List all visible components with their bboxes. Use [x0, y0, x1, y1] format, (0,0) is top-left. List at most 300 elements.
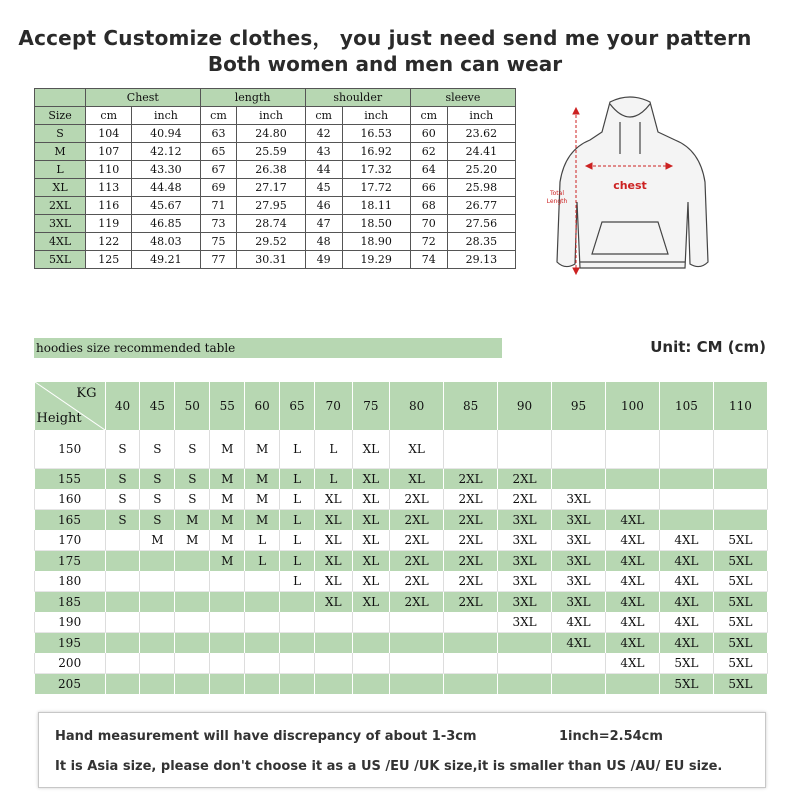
height-cell: 180 [35, 571, 106, 592]
measurement-cell: 73 [200, 215, 237, 233]
unit-header: cm [86, 107, 132, 125]
height-cell: 175 [35, 551, 106, 572]
recommended-size-cell: 4XL [605, 633, 659, 654]
measurement-cell: 27.95 [237, 197, 305, 215]
chest-label: chest [613, 179, 647, 192]
recommended-size-cell [175, 592, 210, 613]
kg-axis-label: KG [76, 386, 97, 401]
weight-header-cell: 70 [315, 382, 353, 430]
measurement-cell: 64 [410, 161, 447, 179]
group-header-chest: Chest [86, 89, 200, 107]
recommended-size-cell: M [140, 530, 175, 551]
inch-conversion-note: 1inch=2.54cm [559, 729, 663, 744]
recommended-size-cell: M [210, 430, 245, 469]
recommended-size-cell: 5XL [713, 674, 767, 695]
recommended-size-cell: 4XL [659, 530, 713, 551]
recommended-size-cell [140, 612, 175, 633]
recommended-size-cell: 2XL [390, 510, 444, 531]
recommended-size-cell: L [245, 530, 280, 551]
recommended-size-cell [390, 633, 444, 654]
recommended-size-cell [315, 653, 353, 674]
recommended-size-cell [280, 633, 315, 654]
recommended-size-cell: 4XL [605, 551, 659, 572]
measurement-cell: 42 [305, 125, 342, 143]
recommended-size-cell [605, 469, 659, 490]
recommended-size-cell [713, 430, 767, 469]
recommended-size-cell [245, 653, 280, 674]
unit-header: cm [200, 107, 237, 125]
recommended-size-cell: L [315, 430, 353, 469]
size-row [35, 215, 516, 233]
group-header-length: length [200, 89, 305, 107]
recommended-size-cell: 3XL [552, 571, 606, 592]
measurement-cell: 77 [200, 251, 237, 269]
hoodie-diagram [540, 92, 720, 282]
recommended-size-cell [245, 571, 280, 592]
recommended-size-cell: S [140, 489, 175, 510]
measurement-cell: 43 [305, 143, 342, 161]
measurement-cell: 62 [410, 143, 447, 161]
height-axis-label: Height [36, 411, 82, 426]
measurement-cell: 28.74 [237, 215, 305, 233]
recommended-size-cell [105, 633, 140, 654]
weight-header-cell: 65 [280, 382, 315, 430]
recommended-size-cell: S [140, 430, 175, 469]
weight-header-cell: 75 [352, 382, 390, 430]
weight-header-cell: 90 [498, 382, 552, 430]
recommended-size-cell [390, 612, 444, 633]
recommended-size-cell: 3XL [498, 592, 552, 613]
recommended-size-cell: M [210, 551, 245, 572]
measurement-cell: 29.52 [237, 233, 305, 251]
recommended-size-cell: 3XL [498, 571, 552, 592]
measurement-cell: 18.50 [342, 215, 410, 233]
measurement-cell: 45 [305, 179, 342, 197]
recommended-size-cell [105, 674, 140, 695]
recommended-size-cell [280, 612, 315, 633]
recommended-size-cell: M [175, 530, 210, 551]
size-table-corner [35, 89, 86, 107]
recommended-size-cell [605, 489, 659, 510]
height-cell: 150 [35, 430, 106, 469]
recommended-size-cell: XL [352, 571, 390, 592]
total-length-label: Length [546, 198, 568, 205]
recommended-size-cell: 2XL [444, 571, 498, 592]
weight-header-cell: 95 [552, 382, 606, 430]
measurement-cell: 66 [410, 179, 447, 197]
measurement-cell: 23.62 [447, 125, 515, 143]
measurement-cell: 46 [305, 197, 342, 215]
recommended-size-cell: 5XL [713, 551, 767, 572]
recommended-size-cell [498, 633, 552, 654]
recommended-size-cell: 5XL [713, 653, 767, 674]
recommended-size-cell: L [315, 469, 353, 490]
size-label-cell: 5XL [35, 251, 86, 269]
measurement-cell: 27.56 [447, 215, 515, 233]
measurement-cell: 68 [410, 197, 447, 215]
height-row [35, 530, 768, 551]
recommended-size-cell: 4XL [659, 551, 713, 572]
measurement-cell: 29.13 [447, 251, 515, 269]
measurement-cell: 47 [305, 215, 342, 233]
recommended-size-cell: XL [315, 551, 353, 572]
measurement-cell: 18.90 [342, 233, 410, 251]
recommended-size-cell: 2XL [444, 489, 498, 510]
measurement-cell: 17.72 [342, 179, 410, 197]
recommended-size-cell [390, 674, 444, 695]
axis-corner [35, 382, 106, 430]
height-cell: 170 [35, 530, 106, 551]
size-row [35, 233, 516, 251]
recommended-size-cell: 4XL [605, 510, 659, 531]
recommended-size-cell [659, 489, 713, 510]
recommended-size-cell: XL [315, 571, 353, 592]
recommended-size-cell [175, 633, 210, 654]
recommended-size-cell: XL [352, 592, 390, 613]
recommended-size-cell [175, 674, 210, 695]
measurement-cell: 24.41 [447, 143, 515, 161]
discrepancy-note: Hand measurement will have discrepancy of about 1-3cm [55, 729, 477, 744]
recommended-size-cell [713, 469, 767, 490]
height-row [35, 653, 768, 674]
recommended-size-cell [140, 551, 175, 572]
group-header-shoulder: shoulder [305, 89, 410, 107]
recommended-size-cell [552, 469, 606, 490]
size-column-header: Size [35, 107, 86, 125]
recommended-size-cell [105, 612, 140, 633]
measurement-cell: 72 [410, 233, 447, 251]
recommended-size-cell [175, 551, 210, 572]
recommended-size-cell [352, 674, 390, 695]
height-row [35, 489, 768, 510]
recommended-size-cell: L [280, 571, 315, 592]
recommended-size-cell: M [210, 530, 245, 551]
weight-header-cell: 45 [140, 382, 175, 430]
recommend-size-table [34, 382, 768, 694]
unit-label: Unit: CM (cm) [650, 338, 766, 356]
height-row [35, 469, 768, 490]
recommended-size-cell: M [245, 469, 280, 490]
recommended-size-cell: S [140, 510, 175, 531]
recommended-size-cell: 2XL [498, 489, 552, 510]
size-label-cell: L [35, 161, 86, 179]
size-measurement-table [34, 88, 516, 269]
recommended-size-cell: M [245, 430, 280, 469]
recommended-size-cell [352, 633, 390, 654]
recommended-size-cell: 4XL [659, 592, 713, 613]
recommended-size-cell: M [210, 469, 245, 490]
recommended-size-cell [552, 674, 606, 695]
recommended-size-cell: XL [315, 592, 353, 613]
recommended-size-cell: S [105, 489, 140, 510]
height-cell: 200 [35, 653, 106, 674]
measurement-cell: 24.80 [237, 125, 305, 143]
height-cell: 165 [35, 510, 106, 531]
recommended-size-cell [713, 489, 767, 510]
unit-header: cm [410, 107, 447, 125]
recommended-size-cell [105, 592, 140, 613]
recommended-size-cell [315, 612, 353, 633]
recommended-size-cell [245, 612, 280, 633]
recommended-size-cell [315, 633, 353, 654]
height-cell: 155 [35, 469, 106, 490]
recommended-size-cell: XL [315, 530, 353, 551]
recommended-size-cell [105, 530, 140, 551]
recommended-size-cell: S [105, 430, 140, 469]
unit-header: cm [305, 107, 342, 125]
measurement-cell: 49 [305, 251, 342, 269]
measurement-cell: 69 [200, 179, 237, 197]
recommended-size-cell: XL [352, 551, 390, 572]
measurement-cell: 75 [200, 233, 237, 251]
measurement-cell: 65 [200, 143, 237, 161]
height-row [35, 430, 768, 469]
height-row [35, 612, 768, 633]
recommended-size-cell: 2XL [444, 469, 498, 490]
recommended-size-cell [444, 633, 498, 654]
recommended-size-cell [210, 633, 245, 654]
recommended-size-cell [605, 674, 659, 695]
recommended-size-cell: XL [390, 469, 444, 490]
group-header-sleeve: sleeve [410, 89, 515, 107]
recommended-size-cell: 5XL [713, 530, 767, 551]
size-label-cell: M [35, 143, 86, 161]
weight-header-row [35, 382, 768, 430]
recommended-size-cell: 3XL [498, 510, 552, 531]
measurement-cell: 60 [410, 125, 447, 143]
recommended-size-cell: 2XL [390, 530, 444, 551]
recommended-size-cell: S [105, 469, 140, 490]
recommended-size-cell: 4XL [605, 530, 659, 551]
recommended-size-cell: XL [352, 530, 390, 551]
recommended-size-cell: 2XL [444, 592, 498, 613]
recommended-size-cell: 3XL [498, 530, 552, 551]
measurement-cell: 74 [410, 251, 447, 269]
size-row [35, 161, 516, 179]
measurement-cell: 119 [86, 215, 132, 233]
recommended-size-cell [140, 571, 175, 592]
measurement-cell: 26.38 [237, 161, 305, 179]
recommended-size-cell [175, 612, 210, 633]
recommended-size-cell [444, 674, 498, 695]
headline-customize: Accept Customize clothes， you just need send me your pattern [18, 26, 752, 50]
weight-header-cell: 60 [245, 382, 280, 430]
recommended-size-cell [498, 653, 552, 674]
recommended-size-cell: XL [352, 430, 390, 469]
recommended-size-cell: XL [352, 510, 390, 531]
measurement-cell: 26.77 [447, 197, 515, 215]
measurement-cell: 46.85 [132, 215, 200, 233]
measurement-cell: 25.20 [447, 161, 515, 179]
recommended-size-cell [444, 612, 498, 633]
recommended-size-cell [105, 571, 140, 592]
recommended-size-cell: 2XL [390, 571, 444, 592]
measurement-cell: 16.53 [342, 125, 410, 143]
recommended-size-cell: 2XL [444, 530, 498, 551]
size-row [35, 197, 516, 215]
total-length-label: Total [549, 190, 565, 197]
size-row [35, 251, 516, 269]
height-cell: 185 [35, 592, 106, 613]
recommended-size-cell: S [175, 469, 210, 490]
recommended-size-cell: 3XL [498, 612, 552, 633]
recommended-size-cell [245, 633, 280, 654]
height-row [35, 592, 768, 613]
recommended-size-cell: 3XL [552, 592, 606, 613]
recommended-size-cell: L [280, 430, 315, 469]
recommended-size-cell [175, 571, 210, 592]
recommended-size-cell: 5XL [713, 612, 767, 633]
recommended-size-cell [280, 653, 315, 674]
recommended-size-cell [352, 612, 390, 633]
size-table-group-header [35, 89, 516, 107]
height-row [35, 674, 768, 695]
asia-size-warning: It is Asia size, please don't choose it as a US /EU /UK size,it is smaller than US /AU/ EU size. [55, 759, 723, 774]
recommended-size-cell: 4XL [552, 612, 606, 633]
recommended-size-cell [713, 510, 767, 531]
measurement-cell: 49.21 [132, 251, 200, 269]
recommended-size-cell: XL [315, 510, 353, 531]
recommended-size-cell: 5XL [659, 674, 713, 695]
measurement-cell: 48 [305, 233, 342, 251]
recommended-size-cell: M [245, 489, 280, 510]
recommended-size-cell [498, 430, 552, 469]
recommended-size-cell: 3XL [552, 489, 606, 510]
measurement-cell: 25.98 [447, 179, 515, 197]
size-row [35, 143, 516, 161]
recommended-size-cell [210, 653, 245, 674]
measurement-cell: 18.11 [342, 197, 410, 215]
recommended-size-cell: L [280, 489, 315, 510]
recommended-size-cell [659, 510, 713, 531]
recommended-size-cell [280, 592, 315, 613]
recommended-size-cell: 3XL [552, 510, 606, 531]
size-row [35, 179, 516, 197]
height-row [35, 633, 768, 654]
size-label-cell: S [35, 125, 86, 143]
recommended-size-cell: M [210, 510, 245, 531]
headline-unisex: Both women and men can wear [207, 52, 563, 76]
height-cell: 205 [35, 674, 106, 695]
recommended-size-cell: XL [390, 430, 444, 469]
recommended-size-cell: L [280, 530, 315, 551]
recommended-size-cell: 2XL [390, 592, 444, 613]
recommended-size-cell: XL [315, 489, 353, 510]
recommended-size-cell [140, 633, 175, 654]
weight-header-cell: 50 [175, 382, 210, 430]
unit-header: inch [447, 107, 515, 125]
measurement-cell: 116 [86, 197, 132, 215]
recommended-size-cell: XL [352, 469, 390, 490]
recommended-size-cell: 3XL [552, 530, 606, 551]
measurement-cell: 25.59 [237, 143, 305, 161]
recommended-size-cell [140, 653, 175, 674]
measurement-cell: 63 [200, 125, 237, 143]
recommended-size-cell [498, 674, 552, 695]
recommended-size-cell [210, 674, 245, 695]
weight-header-cell: 40 [105, 382, 140, 430]
recommended-size-cell: 2XL [498, 469, 552, 490]
recommended-size-cell: L [245, 551, 280, 572]
recommended-size-cell [444, 430, 498, 469]
measurement-cell: 42.12 [132, 143, 200, 161]
recommended-size-cell: 4XL [659, 633, 713, 654]
measurement-cell: 125 [86, 251, 132, 269]
recommended-size-cell [175, 653, 210, 674]
recommended-size-cell: L [280, 551, 315, 572]
recommend-table-title: hoodies size recommended table [34, 338, 502, 358]
recommended-size-cell: M [245, 510, 280, 531]
recommended-size-cell: 4XL [605, 571, 659, 592]
recommended-size-cell [140, 674, 175, 695]
recommended-size-cell: L [280, 469, 315, 490]
measurement-cell: 48.03 [132, 233, 200, 251]
measurement-cell: 16.92 [342, 143, 410, 161]
recommended-size-cell [552, 430, 606, 469]
height-cell: 190 [35, 612, 106, 633]
recommended-size-cell [105, 653, 140, 674]
measurement-cell: 70 [410, 215, 447, 233]
size-label-cell: 4XL [35, 233, 86, 251]
recommended-size-cell: 5XL [713, 571, 767, 592]
recommended-size-cell: 4XL [605, 653, 659, 674]
recommended-size-cell: 3XL [552, 551, 606, 572]
recommended-size-cell [245, 592, 280, 613]
weight-header-cell: 85 [444, 382, 498, 430]
recommended-size-cell [105, 551, 140, 572]
height-row [35, 510, 768, 531]
measurement-cell: 19.29 [342, 251, 410, 269]
measurement-cell: 27.17 [237, 179, 305, 197]
recommended-size-cell [210, 612, 245, 633]
measurement-cell: 28.35 [447, 233, 515, 251]
recommended-size-cell [140, 592, 175, 613]
recommended-size-cell: 2XL [390, 489, 444, 510]
measurement-cell: 30.31 [237, 251, 305, 269]
measurement-cell: 104 [86, 125, 132, 143]
recommended-size-cell: 5XL [713, 592, 767, 613]
measurement-cell: 67 [200, 161, 237, 179]
height-cell: 160 [35, 489, 106, 510]
recommended-size-cell [605, 430, 659, 469]
weight-header-cell: 55 [210, 382, 245, 430]
recommended-size-cell: 4XL [659, 612, 713, 633]
measurement-cell: 43.30 [132, 161, 200, 179]
unit-header: inch [132, 107, 200, 125]
size-label-cell: XL [35, 179, 86, 197]
recommended-size-cell [552, 653, 606, 674]
measurement-cell: 122 [86, 233, 132, 251]
recommended-size-cell: M [210, 489, 245, 510]
recommended-size-cell: 5XL [713, 633, 767, 654]
recommended-size-cell [390, 653, 444, 674]
recommended-size-cell: S [175, 489, 210, 510]
recommended-size-cell: 4XL [552, 633, 606, 654]
recommended-size-cell: 3XL [498, 551, 552, 572]
recommended-size-cell: 2XL [444, 551, 498, 572]
unit-header: inch [342, 107, 410, 125]
recommended-size-cell: XL [352, 489, 390, 510]
height-cell: 195 [35, 633, 106, 654]
weight-header-cell: 100 [605, 382, 659, 430]
recommended-size-cell [659, 430, 713, 469]
weight-header-cell: 105 [659, 382, 713, 430]
recommended-size-cell [315, 674, 353, 695]
size-label-cell: 2XL [35, 197, 86, 215]
recommended-size-cell: S [175, 430, 210, 469]
recommended-size-cell: 5XL [659, 653, 713, 674]
recommended-size-cell: 4XL [605, 612, 659, 633]
